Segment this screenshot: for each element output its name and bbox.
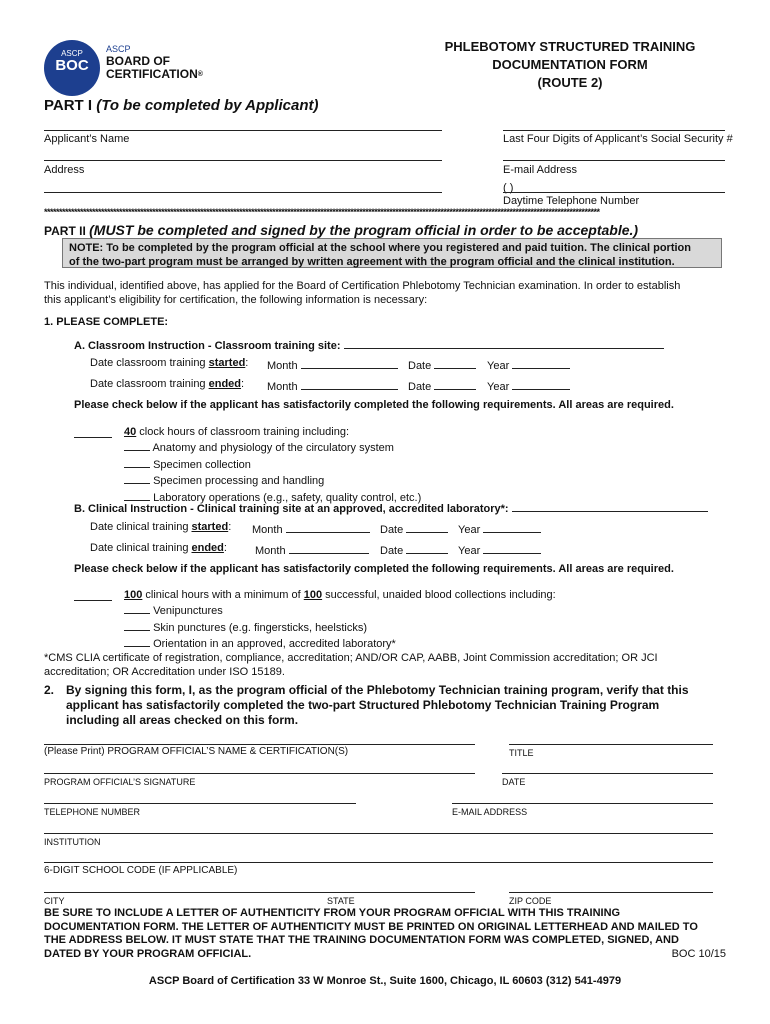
classroom-ended-date: Date xyxy=(408,378,476,393)
month-field[interactable] xyxy=(286,521,370,533)
month-field[interactable] xyxy=(301,357,398,369)
classroom-hours-text: 40 clock hours of classroom training including: xyxy=(124,426,350,438)
clinical-hours-check[interactable] xyxy=(74,600,112,601)
item-check[interactable] xyxy=(124,456,150,468)
school-code-field[interactable] xyxy=(44,862,713,863)
clinical-started-month: Month xyxy=(252,521,370,536)
classroom-started-year: Year xyxy=(487,357,570,372)
school-code-label: 6-DIGIT SCHOOL CODE (IF APPLICABLE) xyxy=(44,865,238,876)
date-field[interactable] xyxy=(406,542,448,554)
address-field-2[interactable] xyxy=(44,192,442,193)
official-name-field[interactable] xyxy=(44,744,475,745)
address-field[interactable] xyxy=(44,160,442,161)
cms-footnote: *CMS CLIA certificate of registration, compliance, accreditation; AND/OR CAP, AABB, Joint Commission accreditation; OR JCI accreditation; OR Accreditation under ISO 15189. xyxy=(44,652,658,678)
state-label: STATE xyxy=(327,896,355,906)
phone-field[interactable] xyxy=(503,192,725,193)
classroom-started-month: Month xyxy=(267,357,398,372)
applicant-name-label: Applicant’s Name xyxy=(44,133,130,145)
title-field[interactable] xyxy=(509,744,713,745)
month-field[interactable] xyxy=(301,378,398,390)
official-email-field[interactable] xyxy=(452,803,713,804)
classroom-ended-row: Date classroom training ended: xyxy=(90,378,245,390)
section2-statement: By signing this form, I, as the program official of the Phlebotomy Technician training program, verify that this applicant has satisfactorily completed the two-part Structured Phlebotomy Technician Training Program including all areas checked on this form. xyxy=(66,683,689,727)
item-check[interactable] xyxy=(124,472,150,484)
phone-label: Daytime Telephone Number xyxy=(503,195,640,207)
date-signed-field[interactable] xyxy=(502,773,713,774)
year-field[interactable] xyxy=(483,542,541,554)
title-label: TITLE xyxy=(509,748,534,758)
year-field[interactable] xyxy=(483,521,541,533)
list-item: Specimen processing and handling xyxy=(124,472,421,489)
item-check[interactable] xyxy=(124,619,150,631)
institution-field[interactable] xyxy=(44,833,713,834)
separator-stars: ***************************************************************************************************************************************************************************************** xyxy=(44,207,600,217)
authenticity-warning: BE SURE TO INCLUDE A LETTER OF AUTHENTICITY FROM YOUR PROGRAM OFFICIAL WITH THIS TRAINING DOCUMENTATION FORM. THE LETTER OF AUTHENTICITY MUST BE PRINTED ON ORIGINAL LETTERHEAD AND MAILED TO THE ADDRESS BELOW. IT MUST STATE THAT THE TRAINING DOCUMENTATION FORM WAS COMPLETED, SIGNED, AND DATED BY YOUR PROGRAM OFFICIAL. BOC 10/15 xyxy=(44,907,726,960)
signature-field[interactable] xyxy=(44,773,475,774)
ssn-label: Last Four Digits of Applicant’s Social Security # xyxy=(503,133,733,145)
clinical-ended-year: Year xyxy=(458,542,541,557)
signature-label: PROGRAM OFFICIAL’S SIGNATURE xyxy=(44,777,196,787)
year-field[interactable] xyxy=(512,357,570,369)
date-field[interactable] xyxy=(434,378,476,390)
city-state-field[interactable] xyxy=(44,892,475,893)
month-field[interactable] xyxy=(289,542,369,554)
email-field[interactable] xyxy=(503,160,725,161)
official-name-label: (Please Print) PROGRAM OFFICIAL’S NAME & CERTIFICATION(S) xyxy=(44,746,349,757)
logo-org-small: ASCP xyxy=(106,44,131,54)
zip-field[interactable] xyxy=(509,892,713,893)
list-item: Laboratory operations (e.g., safety, quality control, etc.) xyxy=(124,489,421,506)
clinical-started-year: Year xyxy=(458,521,541,536)
list-item: Orientation in an approved, accredited laboratory* xyxy=(124,635,396,652)
item-check[interactable] xyxy=(124,635,150,647)
clinical-started-row: Date clinical training started: xyxy=(90,521,232,533)
classroom-items xyxy=(124,439,421,505)
clinical-site-field[interactable] xyxy=(512,500,708,512)
zip-label: ZIP CODE xyxy=(509,896,552,906)
email-label: E-mail Address xyxy=(503,164,577,176)
note-box: NOTE: To be completed by the program official at the school where you registered and paid tuition. The clinical portion of the two-part program must be arranged by written agreement with the program official and the clinical institution. xyxy=(62,238,722,268)
clinical-hours-text: 100 clinical hours with a minimum of 100 successful, unaided blood collections including: xyxy=(124,589,556,601)
classroom-hours-check[interactable] xyxy=(74,437,112,438)
clinical-ended-row: Date clinical training ended: xyxy=(90,542,227,554)
item-check[interactable] xyxy=(124,489,150,501)
form-code: BOC 10/15 xyxy=(671,947,726,960)
clinical-ended-date: Date xyxy=(380,542,448,557)
classroom-heading: A. Classroom Instruction - Classroom training site: xyxy=(74,337,664,352)
boc-logo-icon xyxy=(44,40,100,96)
city-label: CITY xyxy=(44,896,65,906)
phone-area-code: ( ) xyxy=(503,182,514,194)
clinical-items xyxy=(124,602,396,652)
clinical-heading: B. Clinical Instruction - Clinical training site at an approved, accredited laboratory*: xyxy=(74,500,708,515)
footer-address: ASCP Board of Certification 33 W Monroe St., Suite 1600, Chicago, IL 60603 (312) 541-4979 xyxy=(148,975,622,987)
clinical-check-text: Please check below if the applicant has satisfactorily completed the following requirements. All areas are required. xyxy=(74,563,674,575)
classroom-check-text: Please check below if the applicant has satisfactorily completed the following requirements. All areas are required. xyxy=(74,399,674,411)
classroom-ended-month: Month xyxy=(267,378,398,393)
classroom-ended-year: Year xyxy=(487,378,570,393)
classroom-started-date: Date xyxy=(408,357,476,372)
intro-text: This individual, identified above, has applied for the Board of Certification Phlebotomy Technician examination. In order to establish this applicant’s eligibility for certification, the following information is necessary: xyxy=(44,280,681,306)
logo-acronym-main: BOC xyxy=(55,57,89,74)
clinical-started-date: Date xyxy=(380,521,448,536)
telephone-label: TELEPHONE NUMBER xyxy=(44,807,141,817)
item-check[interactable] xyxy=(124,439,150,451)
list-item: Anatomy and physiology of the circulatory system xyxy=(124,439,421,456)
list-item: Venipunctures xyxy=(124,602,396,619)
part1-heading: PART I (To be completed by Applicant) xyxy=(44,97,319,114)
item-check[interactable] xyxy=(124,602,150,614)
date-field[interactable] xyxy=(406,521,448,533)
list-item: Skin punctures (e.g. fingersticks, heelsticks) xyxy=(124,619,396,636)
section1-heading: 1. PLEASE COMPLETE: xyxy=(44,316,169,328)
date-signed-label: DATE xyxy=(502,777,526,787)
address-label: Address xyxy=(44,164,85,176)
section2-number: 2. xyxy=(44,683,55,697)
logo-org-line2: BOARD OF xyxy=(106,54,170,68)
telephone-field[interactable] xyxy=(44,803,356,804)
classroom-site-field[interactable] xyxy=(344,337,664,349)
institution-label: INSTITUTION xyxy=(44,837,101,847)
logo-acronym-top: ASCP xyxy=(61,49,83,58)
date-field[interactable] xyxy=(434,357,476,369)
classroom-started-row: Date classroom training started: xyxy=(90,357,249,369)
year-field[interactable] xyxy=(512,378,570,390)
part2-heading: PART II (MUST be completed and signed by the program official in order to be acceptable.) xyxy=(44,222,639,238)
official-email-label: E-MAIL ADDRESS xyxy=(452,807,528,817)
list-item: Specimen collection xyxy=(124,456,421,473)
page-title: PHLEBOTOMY STRUCTURED TRAINING DOCUMENTATION FORM (ROUTE 2) xyxy=(444,39,696,90)
logo-org-line3: CERTIFICATION® xyxy=(106,67,203,81)
ssn-field[interactable] xyxy=(503,130,725,131)
applicant-name-field[interactable] xyxy=(44,130,442,131)
clinical-ended-month: Month xyxy=(255,542,369,557)
